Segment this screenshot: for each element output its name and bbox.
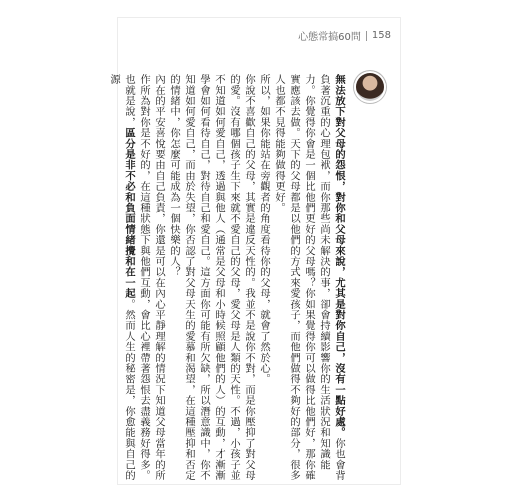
page-number: 158 (371, 30, 391, 41)
header-divider (366, 31, 367, 41)
vertical-text-body (106, 74, 346, 486)
paragraph-4: 內在的平安喜悅要由自己負責，你還是可以在內心平靜理解的情況下知道父母當年的所作所為對你是不好的，在這種狀態下與他們互動，會比心裡帶著怨恨去盡義務好得多。 (138, 74, 165, 481)
paragraph-3: 你說不喜歡自己的父母，其實是違反天性的。我並不是說你不對，而是你壓抑了對父母的愛。沒有哪個孩子生下來就不愛自己的父母，愛父母是人類的天性。不過，小孩子並不知道如何愛自己，透過與他人（通常是父母和小時候照顧他們的人）的互動，才漸漸學會如何看待自己，對待自己和愛自己。這方面你可能有所欠缺，所以潛意識中，你不知道如何愛自己，而由於失望，你否認了對父母天生的愛慕和渴望，在這種壓抑和否定的情緒中，你怎麼可能成為一個快樂的人？ (168, 74, 255, 481)
page-header (298, 28, 391, 43)
paragraph-1 (271, 74, 346, 486)
emphasis-text: 無法放下對父母的怨恨，對你和父母來說，尤其是對你自己，沒有一點好處。 (333, 74, 345, 438)
author-avatar-icon (354, 71, 386, 103)
paragraph-5 (106, 74, 136, 486)
book-title: 心態常搞60問 (298, 32, 361, 43)
paragraph-text: 你也會背負著沉重的心理包袱，而你那些尚未解決的事，卻會持續影響你的生活狀況和知識能力。你覺得你會是一個比他們更好的父母嗎？你如果覺得你可以做得比他們好，那你確實應該去做。天下的父母都是以他們的方式來愛孩子，而他們做得不夠好的部分，很多人也都不見得能夠做得更好。 (273, 74, 345, 481)
bold-text: 區分是非不必和負面情緒攪和在一起 (123, 127, 135, 299)
paragraph-2: 所以，如果你能站在旁觀者的角度看待你的父母，就會了然於心。 (258, 74, 270, 385)
paragraph-text: 。然而人生的秘密是，你愈能與自己的源 (108, 74, 135, 481)
paragraph-text: 也就是說， (123, 74, 135, 128)
book-page (108, 18, 400, 484)
